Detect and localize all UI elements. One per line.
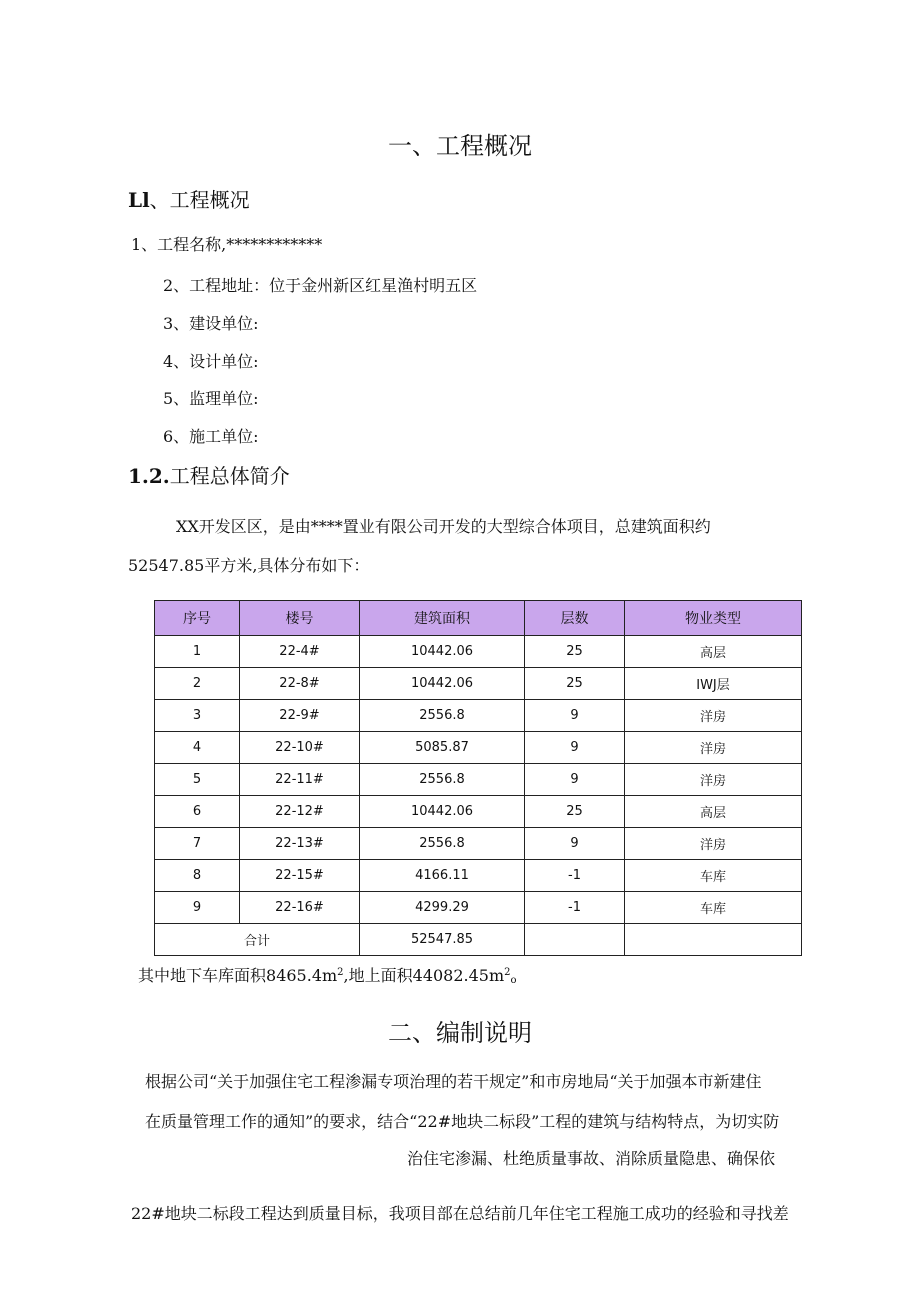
table-cell: 3 bbox=[155, 700, 240, 732]
table-cell: 25 bbox=[525, 796, 625, 828]
table-cell: IWJ层 bbox=[625, 668, 802, 700]
table-cell: 洋房 bbox=[625, 732, 802, 764]
construction-unit-line: 3、建设单位: bbox=[163, 314, 259, 333]
table-cell: 8 bbox=[155, 860, 240, 892]
table-cell: 22-13# bbox=[240, 828, 360, 860]
table-cell: 5085.87 bbox=[360, 732, 525, 764]
table-cell: 2 bbox=[155, 668, 240, 700]
subsection-text: 工程总体简介 bbox=[169, 464, 290, 488]
table-cell: -1 bbox=[525, 892, 625, 924]
table-row bbox=[155, 668, 802, 700]
table-cell: 9 bbox=[525, 828, 625, 860]
table-cell: 9 bbox=[525, 700, 625, 732]
table-cell: 2556.8 bbox=[360, 828, 525, 860]
table-cell bbox=[625, 924, 802, 956]
area-note bbox=[138, 963, 517, 986]
header-cell: 物业类型 bbox=[625, 601, 802, 636]
note-mid: ,地上面积 bbox=[343, 966, 413, 985]
table-cell: 25 bbox=[525, 668, 625, 700]
table-row bbox=[155, 636, 802, 668]
explanation-line-2: 在质量管理工作的通知”的要求，结合“22#地块二标段”工程的建筑与结构特点，为切实防 bbox=[145, 1112, 780, 1131]
note-superscript: 2 bbox=[504, 967, 511, 978]
note-underground-area: 8465.4m bbox=[266, 966, 338, 985]
header-cell: 层数 bbox=[525, 601, 625, 636]
design-unit-line: 4、设计单位: bbox=[163, 352, 259, 371]
table-cell: -1 bbox=[525, 860, 625, 892]
table-cell: 洋房 bbox=[625, 828, 802, 860]
table-cell: 洋房 bbox=[625, 764, 802, 796]
table-cell: 22-8# bbox=[240, 668, 360, 700]
total-value-cell: 52547.85 bbox=[360, 924, 525, 956]
table-cell: 22-4# bbox=[240, 636, 360, 668]
table-row bbox=[155, 700, 802, 732]
table-cell: 10442.06 bbox=[360, 796, 525, 828]
table-cell: 10442.06 bbox=[360, 636, 525, 668]
table-cell: 22-11# bbox=[240, 764, 360, 796]
subsection-1-2-heading bbox=[128, 460, 290, 489]
explanation-line-3: 治住宅渗漏、杜绝质量事故、消除质量隐患、确保依 bbox=[407, 1149, 776, 1168]
table-cell: 7 bbox=[155, 828, 240, 860]
supervision-unit-line: 5、监理单位: bbox=[163, 389, 259, 408]
table-cell: 4299.29 bbox=[360, 892, 525, 924]
table-row bbox=[155, 732, 802, 764]
table-row bbox=[155, 796, 802, 828]
table-cell: 1 bbox=[155, 636, 240, 668]
construction-contractor-line: 6、施工单位: bbox=[163, 427, 259, 446]
table-cell: 6 bbox=[155, 796, 240, 828]
note-prefix: 其中地下车库面积 bbox=[138, 966, 267, 985]
table-cell: 10442.06 bbox=[360, 668, 525, 700]
subsection-number: 1.2. bbox=[128, 464, 170, 488]
table-cell: 22-10# bbox=[240, 732, 360, 764]
building-table bbox=[154, 600, 802, 956]
table-header-row bbox=[155, 601, 802, 636]
table-row bbox=[155, 764, 802, 796]
table-cell: 9 bbox=[525, 764, 625, 796]
total-label-cell: 合计 bbox=[155, 924, 360, 956]
table-row bbox=[155, 828, 802, 860]
note-aboveground-area: 44082.45m bbox=[412, 966, 505, 985]
table-row bbox=[155, 860, 802, 892]
table-cell: 高层 bbox=[625, 636, 802, 668]
subsection-text: 、工程概况 bbox=[149, 188, 250, 212]
header-cell: 楼号 bbox=[240, 601, 360, 636]
table-cell: 2556.8 bbox=[360, 700, 525, 732]
table-cell: 5 bbox=[155, 764, 240, 796]
table-cell: 2556.8 bbox=[360, 764, 525, 796]
header-cell: 序号 bbox=[155, 601, 240, 636]
note-subscript: o bbox=[510, 975, 517, 986]
table-cell: 22-12# bbox=[240, 796, 360, 828]
header-cell: 建筑面积 bbox=[360, 601, 525, 636]
note-superscript: 2 bbox=[337, 967, 344, 978]
table-cell: 22-9# bbox=[240, 700, 360, 732]
intro-paragraph-line-2: 52547.85平方米,具体分布如下： bbox=[128, 556, 370, 575]
table-cell: 22-15# bbox=[240, 860, 360, 892]
table-cell: 车库 bbox=[625, 892, 802, 924]
explanation-line-4: 22#地块二标段工程达到质量目标，我项目部在总结前几年住宅工程施工成功的经验和寻找差 bbox=[131, 1204, 789, 1223]
project-name-line: 1、工程名称,************ bbox=[131, 235, 323, 254]
table-cell: 9 bbox=[155, 892, 240, 924]
section-1-title: 一、工程概况 bbox=[388, 132, 532, 160]
table-cell: 22-16# bbox=[240, 892, 360, 924]
table-cell: 4166.11 bbox=[360, 860, 525, 892]
project-address-line: 2、工程地址：位于金州新区红星渔村明五区 bbox=[163, 276, 478, 295]
subsection-number: Ll bbox=[128, 188, 150, 212]
section-2-title: 二、编制说明 bbox=[388, 1019, 532, 1047]
table-cell: 高层 bbox=[625, 796, 802, 828]
table-total-row bbox=[155, 924, 802, 956]
explanation-line-1: 根据公司“关于加强住宅工程渗漏专项治理的若干规定”和市房地局“关于加强本市新建住 bbox=[145, 1072, 762, 1091]
table-cell bbox=[525, 924, 625, 956]
table-row bbox=[155, 892, 802, 924]
table-cell: 25 bbox=[525, 636, 625, 668]
table-cell: 车库 bbox=[625, 860, 802, 892]
table-cell: 9 bbox=[525, 732, 625, 764]
table-cell: 洋房 bbox=[625, 700, 802, 732]
table-cell: 4 bbox=[155, 732, 240, 764]
subsection-1-1-heading bbox=[128, 184, 250, 213]
intro-paragraph-line-1: XX开发区区，是由****置业有限公司开发的大型综合体项目，总建筑面积约 bbox=[176, 517, 711, 536]
